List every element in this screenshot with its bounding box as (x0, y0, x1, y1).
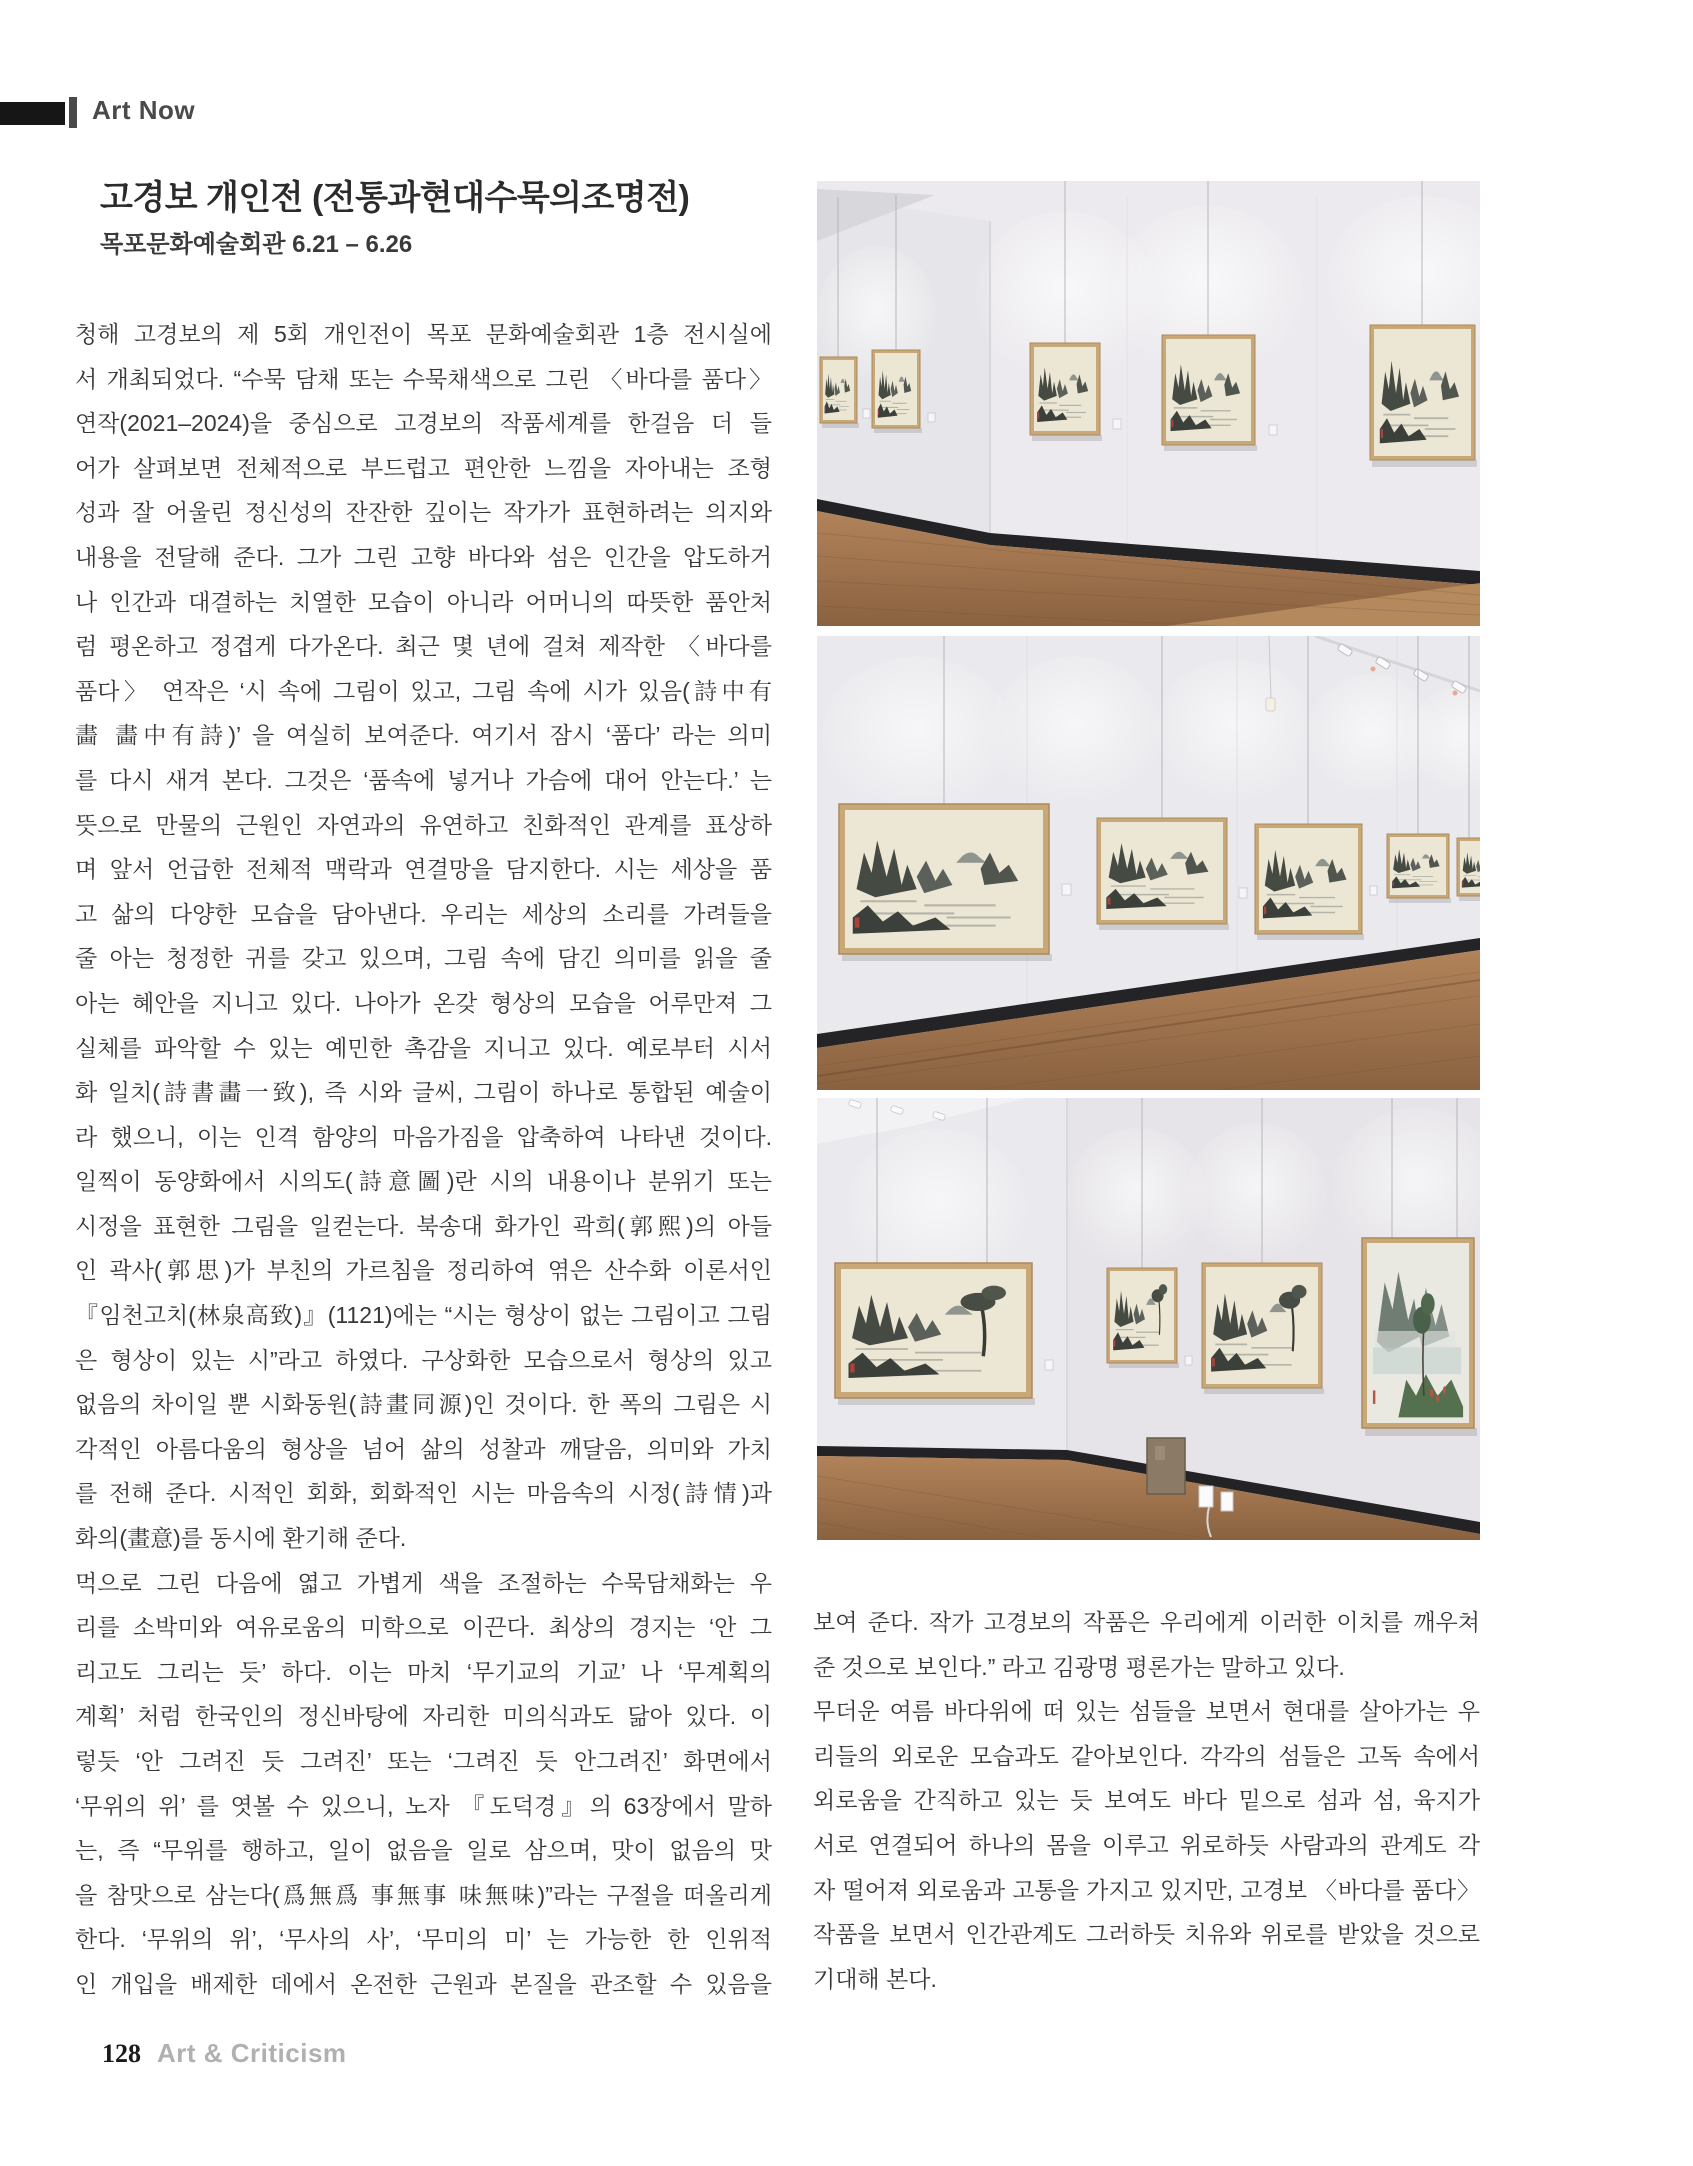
body-line: 시정을 표현한 그림을 일컫는다. 북송대 화가인 곽희(郭熙)의 아들 (75, 1212, 772, 1239)
body-line: 리고도 그리는 듯’ 하다. 이는 마치 ‘무기교의 기교’ 나 ‘무계획의 (75, 1658, 772, 1685)
body-line: 어가 살펴보면 전체적으로 부드럽고 편안한 느낌을 자아내는 조형 (75, 454, 772, 481)
body-line: 기대해 본다. (813, 1965, 937, 1992)
page-number: 128 (102, 2039, 141, 2068)
body-line: 며 앞서 언급한 전체적 맥락과 연결망을 담지한다. 시는 세상을 품 (75, 856, 772, 883)
body-line: 『임천고치(林泉高致)』(1121)에는 “시는 형상이 없는 그림이고 그림 (75, 1302, 772, 1329)
body-line: 아는 혜안을 지니고 있다. 나아가 온갖 형상의 모습을 어루만져 그 (75, 989, 772, 1016)
body-line: 畵 畵中有詩)’ 을 여실히 보여준다. 여기서 잠시 ‘품다’ 라는 의미 (75, 722, 772, 749)
body-line: 한다. ‘무위의 위’, ‘무사의 사’, ‘무미의 미’ 는 가능한 한 인위적 (75, 1926, 772, 1953)
wall-access-panel (1147, 1438, 1185, 1494)
body-line: 내용을 전달해 준다. 그가 그린 고향 바다와 섬은 인간을 압도하거 (75, 543, 772, 570)
header-accent-bar (0, 102, 65, 125)
framed-painting (1107, 1268, 1179, 1368)
body-line: 라 했으니, 이는 인격 함양의 마음가짐을 압축하여 나타낸 것이다. (75, 1123, 772, 1150)
body-line: 를 다시 새겨 본다. 그것은 ‘품속에 넣거나 가슴에 대어 안는다.’ 는 (75, 766, 772, 793)
article-title: 고경보 개인전 (전통과현대수묵의조명전) (100, 179, 690, 217)
venue-and-dates: 목포문화예술회관 6.21 – 6.26 (100, 231, 413, 258)
body-line: 성과 잘 어울린 정신성의 잔잔한 깊이는 작가가 표현하려는 의지와 (75, 499, 772, 526)
header-tick-mark (69, 97, 77, 128)
framed-painting (1387, 834, 1451, 903)
gallery-scene-angled (817, 181, 1480, 626)
framed-painting (820, 357, 859, 428)
body-line: 작품을 보면서 인간관계도 그러하듯 치유와 위로를 받았을 것으로 (813, 1921, 1480, 1948)
body-line: 일찍이 동양화에서 시의도(詩意圖)란 시의 내용이나 분위기 또는 (75, 1168, 772, 1195)
body-line: 청해 고경보의 제 5회 개인전이 목포 문화예술회관 1층 전시실에 (75, 321, 772, 347)
body-line: 무더운 여름 바다위에 떠 있는 섬들을 보면서 현대를 살아가는 우 (813, 1698, 1480, 1725)
body-line: 준 것으로 보인다.” 라고 김광명 평론가는 말하고 있다. (813, 1653, 1345, 1680)
body-line: 인 곽사(郭思)가 부친의 가르침을 정리하여 엮은 산수화 이론서인 (75, 1257, 772, 1284)
exhibition-photo-2 (817, 636, 1480, 1090)
body-line: 럼 평온하고 정겹게 다가온다. 최근 몇 년에 걸쳐 제작한 〈바다를 (75, 633, 772, 660)
body-line: 실체를 파악할 수 있는 예민한 촉감을 지니고 있다. 예로부터 시서 (75, 1034, 772, 1061)
right-text-column (813, 1600, 1480, 2001)
body-line: 리들의 외로운 모습과도 같아보인다. 각각의 섬들은 고독 속에서 (813, 1742, 1480, 1769)
body-line: 나 인간과 대결하는 치열한 모습이 아니라 어머니의 따뜻한 품안처 (75, 588, 772, 615)
body-line: 을 참맛으로 삼는다(爲無爲 事無事 味無味)”라는 구절을 떠올리게 (75, 1881, 772, 1908)
body-line: 없음의 차이일 뿐 시화동원(詩畫同源)인 것이다. 한 폭의 그림은 시 (75, 1391, 772, 1418)
framed-painting (1370, 325, 1477, 467)
body-line: 렇듯 ‘안 그려진 듯 그려진’ 또는 ‘그려진 듯 안그려진’ 화면에서 (75, 1748, 772, 1774)
framed-painting (1457, 838, 1480, 901)
body-line: 뜻으로 만물의 근원인 자연과의 유연하고 친화적인 관계를 표상하 (75, 811, 772, 838)
body-line: 리를 소박미와 여유로움의 미학으로 이끈다. 최상의 경지는 ‘안 그 (75, 1614, 772, 1641)
framed-painting (1255, 824, 1364, 940)
body-line: ‘무위의 위’ 를 엿볼 수 있으니, 노자 『도덕경』의 63장에서 말하 (75, 1792, 772, 1819)
body-line: 품다〉 연작은 ‘시 속에 그림이 있고, 그림 속에 시가 있음(詩中有 (75, 677, 772, 704)
exhibition-photo-1 (817, 181, 1480, 626)
body-line: 자 떨어져 외로움과 고통을 가지고 있지만, 고경보 〈바다를 품다〉 (813, 1876, 1480, 1903)
framed-painting (1030, 343, 1102, 441)
body-line: 보여 준다. 작가 고경보의 작품은 우리에게 이러한 이치를 깨우쳐 (813, 1609, 1480, 1635)
body-line: 각적인 아름다움의 형상을 넘어 삶의 성찰과 깨달음, 의미와 가치 (75, 1435, 772, 1462)
left-text-column (75, 312, 772, 2007)
framed-painting (835, 1263, 1035, 1405)
journal-title: Art & Criticism (157, 2038, 347, 2068)
framed-painting (872, 350, 922, 433)
gallery-scene-row (817, 636, 1480, 1090)
gallery-scene-corner (817, 1098, 1480, 1540)
body-line: 은 형상이 있는 시”라고 하였다. 구상화한 모습으로서 형상의 있고 (75, 1346, 772, 1373)
body-line: 계획’ 처럼 한국인의 정신바탕에 자리한 미의식과도 닮아 있다. 이 (75, 1703, 772, 1730)
exhibition-photo-3 (817, 1098, 1480, 1540)
body-line: 서로 연결되어 하나의 몸을 이루고 위로하듯 사람과의 관계도 각 (813, 1831, 1480, 1858)
body-line: 외로움을 간직하고 있는 듯 보여도 바다 밑으로 섬과 섬, 육지가 (813, 1787, 1480, 1814)
body-line: 연작(2021–2024)을 중심으로 고경보의 작품세계를 한걸음 더 들 (75, 410, 772, 437)
body-line: 먹으로 그린 다음에 엷고 가볍게 색을 조절하는 수묵담채화는 우 (75, 1569, 772, 1596)
body-line: 인 개입을 배제한 데에서 온전한 근원과 본질을 관조할 수 있음을 (75, 1970, 772, 1997)
framed-painting (1097, 818, 1229, 930)
body-line: 를 전해 준다. 시적인 회화, 회화적인 시는 마음속의 시정(詩情)과 (75, 1480, 772, 1507)
framed-painting (1202, 1263, 1324, 1394)
body-line: 화 일치(詩書畵一致), 즉 시와 글씨, 그림이 하나로 통합된 예술이 (75, 1079, 772, 1106)
page-footer (102, 2038, 347, 2069)
body-line: 는, 즉 “무위를 행하고, 일이 없음을 일로 삼으며, 맛이 없음의 맛 (75, 1837, 772, 1864)
body-line: 고 삶의 다양한 모습을 담아낸다. 우리는 세상의 소리를 가려들을 (75, 900, 772, 927)
body-line: 서 개최되었다. “수묵 담채 또는 수묵채색으로 그린 〈바다를 품다〉 (75, 365, 772, 392)
framed-painting-color (1362, 1238, 1477, 1436)
framed-painting (1162, 335, 1257, 451)
body-line: 화의(畫意)를 동시에 환기해 준다. (75, 1525, 407, 1552)
section-label: Art Now (92, 95, 196, 125)
framed-painting (839, 804, 1052, 961)
body-line: 줄 아는 청정한 귀를 갖고 있으며, 그림 속에 담긴 의미를 읽을 줄 (75, 945, 772, 972)
